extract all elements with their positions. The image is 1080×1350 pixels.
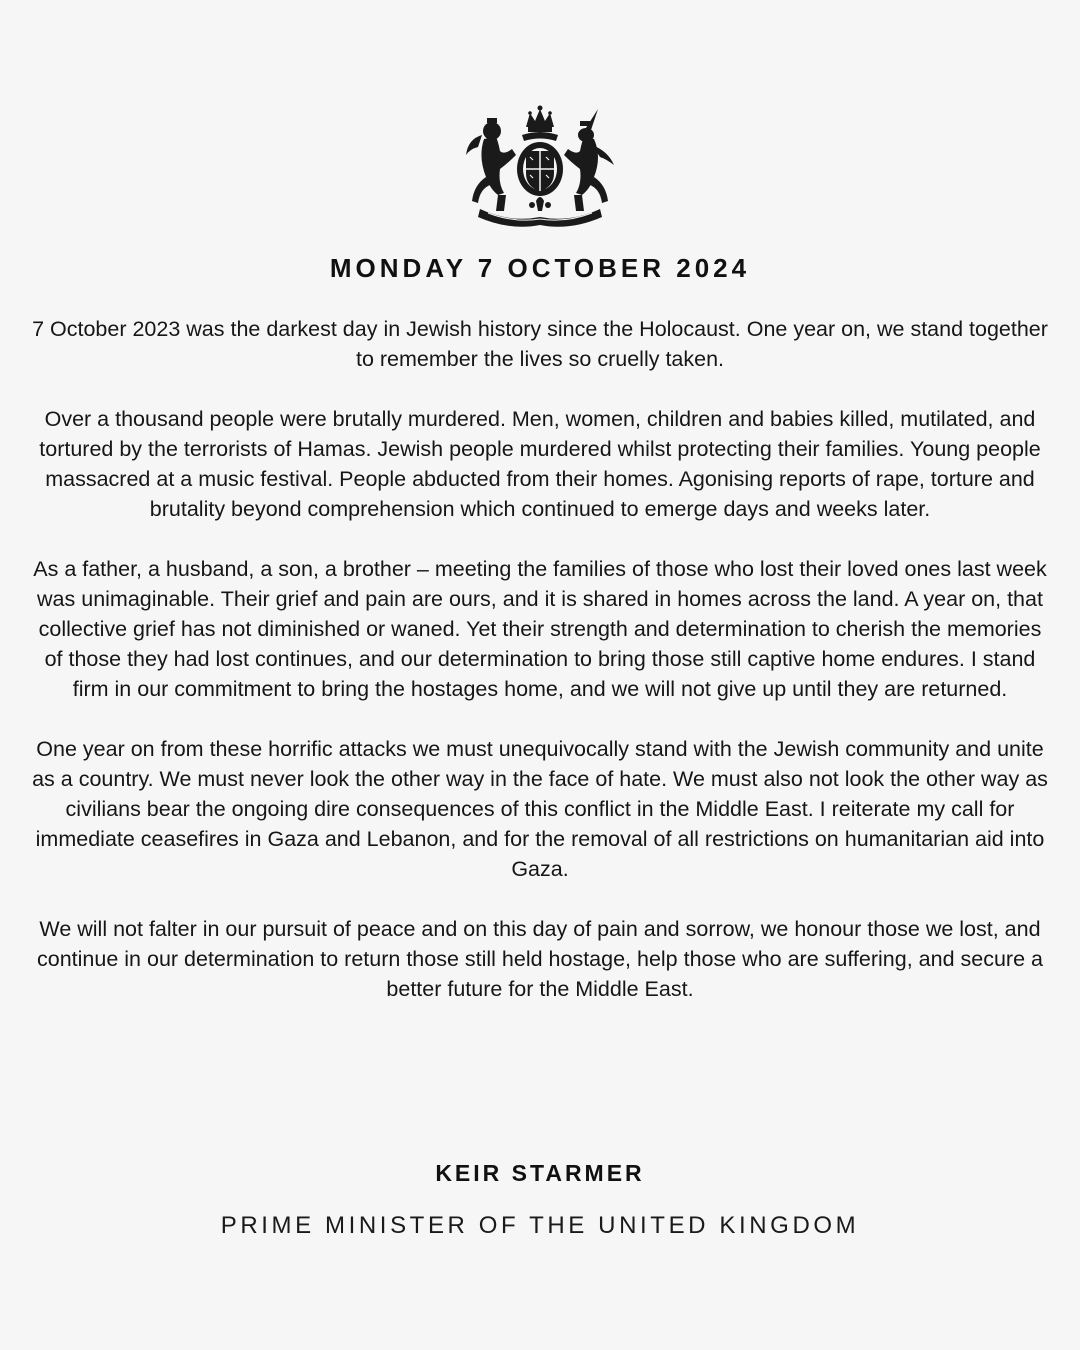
statement-body	[30, 314, 1050, 1034]
signatory-name: KEIR STARMER	[435, 1160, 645, 1186]
signatory-title: PRIME MINISTER OF THE UNITED KINGDOM	[220, 1212, 860, 1239]
statement-date: MONDAY 7 OCTOBER 2024	[329, 253, 751, 283]
statement-paragraph-5: We will not falter in our pursuit of peace and on this day of pain and sorrow, we honour those we lost, and continue in our determination to return those still held hostage, help those who are suffering, and secure a better future for the Middle East.	[37, 917, 1043, 1001]
royal-coat-of-arms-icon	[460, 105, 620, 235]
statement-paragraph-1: 7 October 2023 was the darkest day in Jewish history since the Holocaust. One year on, we stand together to remember the lives so cruelly taken.	[32, 317, 1048, 371]
statement-paragraph-2: Over a thousand people were brutally murdered. Men, women, children and babies killed, mutilated, and tortured by the terrorists of Hamas. Jewish people murdered whilst protecting their families. Young people massacred at a music festival. People abducted from their homes. Agonising reports of rape, torture and brutality beyond comprehension which continued to emerge days and weeks later.	[39, 407, 1041, 521]
statement-paragraph-3: As a father, a husband, a son, a brother – meeting the families of those who lost their loved ones last week was unimaginable. Their grief and pain are ours, and it is shared in homes across the land. A year on, that collective grief has not diminished or waned. Yet their strength and determination to cherish the memories of those they had lost continues, and our determination to bring those still captive home endures. I stand firm in our commitment to bring the hostages home, and we will not give up until they are returned.	[33, 557, 1047, 701]
statement-paragraph-4: One year on from these horrific attacks we must unequivocally stand with the Jewish community and unite as a country. We must never look the other way in the face of hate. We must also not look the other way as civilians bear the ongoing dire consequences of this conflict in the Middle East. I reiterate my call for immediate ceasefires in Gaza and Lebanon, and for the removal of all restrictions on humanitarian aid into Gaza.	[32, 737, 1048, 881]
